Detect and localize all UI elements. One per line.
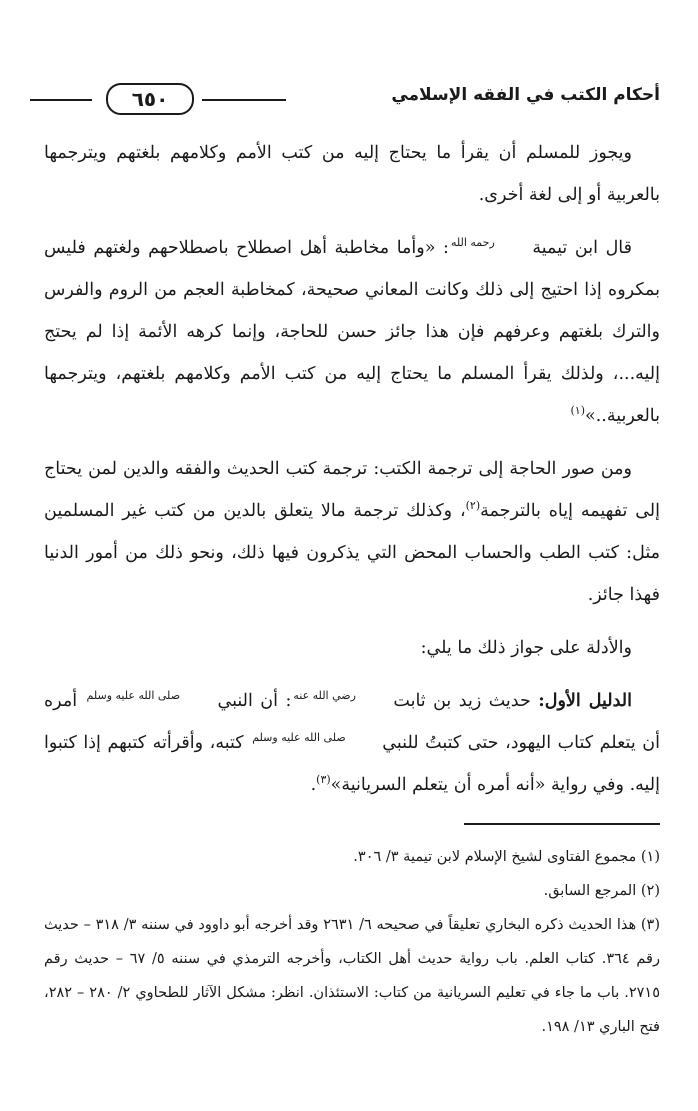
honorific-glyph: صلى الله عليه وسلم — [252, 731, 346, 745]
footnote-ref-2: (٢) — [465, 499, 481, 513]
footnote-1: (١) مجموع الفتاوى لشيخ الإسلام لابن تيمية ٣/ ٣٠٦. — [353, 849, 660, 865]
paragraph-4: والأدلة على جواز ذلك ما يلي: — [420, 638, 632, 658]
paragraph-2 — [44, 227, 660, 437]
paragraph-1: ويجوز للمسلم أن يقرأ ما يحتاج إليه من كتب الأمم وكلامهم بلغتهم ويترجمها بالعربية أو إلى لغة أخرى. — [44, 143, 660, 205]
evidence-label: الدليل الأول: — [538, 691, 632, 711]
page-number: ٦٥٠ — [106, 83, 194, 115]
footnote-3: (٣) هذا الحديث ذكره البخاري تعليقاً في صحيحه ٦/ ٢٦٣١ وقد أخرجه أبو داوود في سننه ٣/ ٣١٨ – حديث رقم ٣٦٤. كتاب العلم. باب رواية حديث أهل الكتاب، وأخرجه الترمذي في سننه ٥/ ٦٧ – حديث رقم ٢٧١٥. باب ما جاء في تعليم السريانية من كتاب: الاستئذان. انظر: مشكل الآثار للطحاوي ٢/ ٢٨٠ – ٢٨٢، فتح الباري ١٣/ ١٩٨. — [44, 917, 660, 1035]
honorific-glyph: رحمه الله — [450, 236, 495, 250]
hadith-text-c: أمره أن يتعلم كتاب اليهود، حتى كتبتُ للنبي — [44, 691, 660, 753]
page-header — [30, 82, 660, 116]
main-text — [44, 132, 660, 817]
ibn-taymiyya-quote: : «وأما مخاطبة أهل اصطلاح باصطلاحهم ولغتهم فليس بمكروه إذا احتيج إلى ذلك وكانت المعاني صحيحة، كمخاطبة العجم من الروم والفرس والترك بلغتهم وعرفهم فإن هذا جائز حسن للحاجة، وإنما كرهه الأئمة إذا لم يحتج إليه...، ولذلك يقرأ المسلم ما يحتاج إليه من كتب الأمم وكلامهم بلغتهم، ويترجمها بالعربية..» — [44, 238, 660, 426]
running-title: أحكام الكتب في الفقه الإسلامي — [391, 85, 660, 105]
paragraph-3-part-b: ، وكذلك ترجمة مالا يتعلق بالدين من كتب غير المسلمين مثل: كتب الطب والحساب المحض التي يذكرون فيها ذلك، ونحو ذلك من أمور الدنيا فهذا جائز. — [44, 501, 660, 605]
honorific-glyph: رضي الله عنه — [293, 689, 356, 703]
hadith-text-b: : أن النبي — [217, 691, 292, 711]
paragraph-3 — [44, 448, 660, 616]
header-rule-left — [30, 99, 92, 101]
hadith-intro: حديث زيد بن ثابت — [393, 691, 531, 711]
footnote-ref-1: (١) — [570, 404, 585, 418]
footnote-separator — [464, 823, 660, 825]
paragraph-5-end: . — [310, 775, 317, 795]
paragraph-5 — [44, 680, 660, 806]
header-rule-middle — [202, 99, 286, 101]
quote-intro: قال ابن تيمية — [532, 238, 632, 258]
footnotes — [44, 840, 660, 1044]
footnote-2: (٢) المرجع السابق. — [543, 883, 660, 899]
honorific-glyph: صلى الله عليه وسلم — [86, 689, 181, 703]
footnote-ref-3: (٣) — [316, 773, 331, 787]
paragraph-3-part-a: ومن صور الحاجة إلى ترجمة الكتب: ترجمة كتب الحديث والفقه والدين لمن يحتاج إلى تفهيمه إياه بالترجمة — [44, 459, 661, 521]
hadith-text-d: كتبه، وأقرأته كتبهم إذا كتبوا إليه. وفي رواية «أنه أمره أن يتعلم السريانية» — [44, 733, 660, 795]
